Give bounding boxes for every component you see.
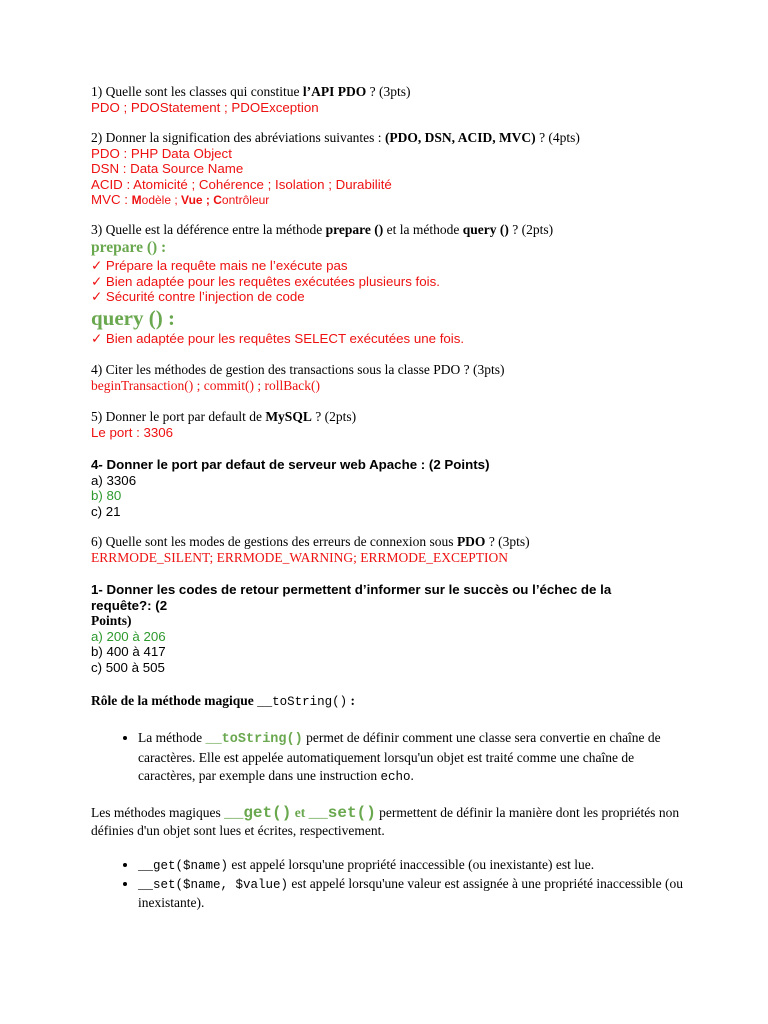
- mvc-prefix: MVC :: [91, 192, 132, 207]
- question-points: ? (4pts): [535, 130, 580, 145]
- question-bold-term: PDO: [456, 534, 486, 549]
- bullet-text: La méthode: [138, 729, 206, 745]
- bullet-text: est appelé lorsqu'une propriété inaccessible (ou inexistante) est lue.: [228, 856, 595, 872]
- para-text: permettent de définir la manière dont les propriétés non définies d'un objet sont lues et écrites, respectivement.: [91, 804, 680, 838]
- option-b-correct: b) 80: [91, 488, 122, 503]
- option-c: c) 500 à 505: [91, 659, 165, 675]
- query-item: ✓ Bien adaptée pour les requêtes SELECT exécutées une fois.: [91, 330, 465, 346]
- mvc-m: M: [131, 193, 142, 207]
- getset-list: [91, 856, 691, 912]
- question-apache-title: 4- Donner le port par defaut de serveur web Apache : (2 Points): [91, 457, 490, 472]
- answer-6: ERRMODE_SILENT; ERRMODE_WARNING; ERRMODE_EXCEPTION: [91, 549, 508, 565]
- bullet-code: __get($name): [138, 858, 229, 873]
- question-codes-title-line2: requête?: (2: [91, 597, 168, 613]
- mvc-v-rest: ue ;: [188, 193, 214, 207]
- option-c: c) 21: [91, 503, 121, 519]
- question-5: [91, 409, 691, 425]
- mvc-m-rest: odèle ;: [141, 193, 182, 207]
- bullet-code: __toString(): [205, 731, 303, 747]
- question-codes-title-line3: Points): [91, 613, 132, 628]
- question-text: Quelle sont les modes de gestions des erreurs de connexion sous: [102, 534, 457, 549]
- bullet-code-echo: echo: [380, 769, 411, 784]
- answer-2-mvc: [91, 192, 691, 209]
- bullet-end: .: [410, 767, 414, 783]
- bullet-text: permet de définir comment une classe sera convertie en chaîne de caractères. Elle est appelée automatiquement lorsqu'un objet est traité comme une chaîne de caractères, par exemple dans une instruction: [138, 729, 661, 783]
- set-bullet: [138, 875, 691, 912]
- question-4: [91, 362, 691, 378]
- mvc-c-rest: ontrôleur: [221, 193, 270, 207]
- question-text: et la méthode: [383, 221, 463, 237]
- answer-2-pdo: PDO : PHP Data Object: [91, 145, 232, 161]
- question-3: [91, 222, 691, 238]
- question-points: ? (2pts): [508, 221, 554, 237]
- answer-1: PDO ; PDOStatement ; PDOException: [91, 99, 319, 115]
- answer-2-acid: ACID : Atomicité ; Cohérence ; Isolation ; Durabilité: [91, 176, 392, 192]
- option-b: b) 400 à 417: [91, 644, 166, 659]
- bullet-text: est appelé lorsqu'une valeur est assignée à une propriété inaccessible (ou inexistante).: [138, 875, 683, 910]
- prepare-heading: prepare () :: [91, 239, 167, 256]
- tostring-list: [91, 729, 691, 786]
- question-number: 6): [91, 534, 103, 549]
- question-points: ? (2pts): [311, 409, 357, 424]
- question-2: [91, 130, 691, 146]
- tostring-bullet: [138, 729, 691, 786]
- question-text: Quelle sont les classes qui constitue: [102, 84, 303, 99]
- question-bold-term: l’API PDO: [302, 84, 367, 99]
- question-number: 4): [91, 362, 103, 377]
- prepare-item: ✓ Prépare la requête mais ne l’exécute pas: [91, 258, 348, 273]
- query-heading: query () :: [91, 305, 175, 330]
- prepare-item: ✓ Sécurité contre l’injection de code: [91, 289, 305, 304]
- get-code: __get(): [224, 803, 292, 822]
- mvc-c: C: [213, 193, 222, 207]
- answer-2-dsn: DSN : Data Source Name: [91, 161, 244, 176]
- question-number: 3): [91, 221, 103, 237]
- heading-code: __toString(): [257, 695, 348, 709]
- question-bold-term: (PDO, DSN, ACID, MVC): [384, 130, 536, 145]
- tostring-heading: [91, 693, 691, 711]
- question-points: ? (3pts): [485, 534, 530, 549]
- question-1: [91, 84, 691, 100]
- bullet-code: __set($name, $value): [138, 877, 289, 892]
- set-code: __set(): [308, 803, 376, 822]
- question-number: 5): [91, 409, 103, 424]
- question-text: Donner le port par default de: [102, 409, 266, 424]
- question-text: Citer les méthodes de gestion des transactions sous la classe PDO ? (3pts): [102, 362, 505, 377]
- getset-paragraph: [91, 804, 691, 840]
- et-word: et: [291, 804, 309, 820]
- question-bold-term: prepare (): [325, 221, 384, 237]
- question-6: [91, 534, 691, 550]
- option-a: a) 3306: [91, 472, 137, 488]
- question-number: 1): [91, 84, 103, 99]
- question-text: Donner la signification des abréviations suivantes :: [102, 130, 385, 145]
- heading-suffix: :: [347, 693, 356, 708]
- document-page: [91, 84, 691, 912]
- question-bold-term: MySQL: [265, 409, 312, 424]
- question-points: ? (3pts): [366, 84, 411, 99]
- heading-text: Rôle de la méthode magique: [91, 693, 258, 708]
- answer-4: beginTransaction() ; commit() ; rollBack(): [91, 377, 320, 393]
- para-text: Les méthodes magiques: [91, 804, 225, 820]
- prepare-item: ✓ Bien adaptée pour les requêtes exécutées plusieurs fois.: [91, 273, 440, 289]
- question-text: Quelle est la déférence entre la méthode: [102, 221, 326, 237]
- get-bullet: [138, 856, 691, 875]
- question-number: 2): [91, 130, 103, 145]
- mvc-v: V: [181, 193, 189, 207]
- question-codes-title-line1: 1- Donner les codes de retour permettent d’informer sur le succès ou l’échec de la: [91, 582, 612, 597]
- question-bold-term: query (): [462, 221, 509, 237]
- answer-5: Le port : 3306: [91, 424, 174, 440]
- option-a-correct: a) 200 à 206: [91, 628, 166, 644]
